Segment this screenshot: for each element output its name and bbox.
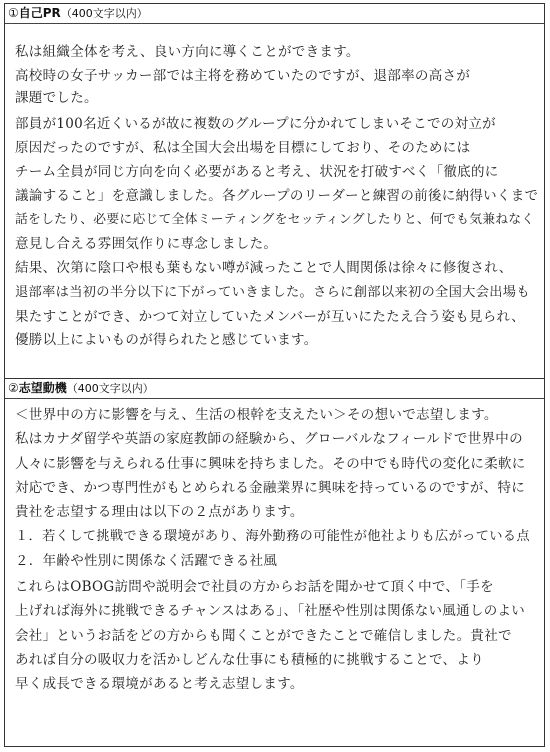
handwritten-line: ２．年齢や性別に関係なく活躍できる社風: [15, 553, 278, 569]
handwritten-line: １．若くして挑戦できる環境があり、海外勤務の可能性が他社よりも広がっている点: [15, 529, 530, 544]
handwritten-line: これらはOBOG訪問や説明会で社員の方からお話を聞かせて頂く中で、「手を: [15, 579, 494, 595]
handwritten-line: 早く成長できる環境があると考え志望します。: [15, 676, 304, 692]
handwritten-line: 意見し合える雰囲気作りに専念しました。: [15, 236, 278, 252]
section-number: ②: [8, 381, 19, 395]
handwritten-line: 私は組織全体を考え、良い方向に導くことができます。: [15, 44, 360, 60]
handwritten-line: 貴社を志望する理由は以下の２点があります。: [15, 504, 304, 520]
handwritten-line: 議論すること」を意識しました。各グループのリーダーと練習の前後に納得いくまで: [15, 188, 539, 204]
handwritten-line: 結果、次第に陰口や根も葉もない噂が減ったことで人間関係は徐々に修復され、: [15, 260, 513, 276]
handwritten-line: 私はカナダ留学や英語の家庭教師の経験から、グローバルなフィールドで世界中の: [15, 431, 523, 447]
handwritten-line: 部員が100名近くいるが故に複数のグループに分かれてしまいそこでの対立が: [15, 116, 496, 132]
handwritten-line: チーム全員が同じ方向を向く必要があると考え、状況を打破すべく「徹底的に: [15, 164, 499, 180]
handwritten-line: 上げれば海外に挑戦できるチャンスはある」、「社歴や性別は関係ない風通しのよい: [15, 603, 526, 619]
section-title: 志望動機: [18, 381, 67, 395]
self-pr-section: [5, 4, 544, 379]
section-note: （400文字以内）: [66, 382, 154, 395]
self-pr-header: [5, 4, 544, 24]
handwritten-line: 優勝以上によいものが得られたと感じています。: [15, 332, 318, 348]
handwritten-line: 人々に影響を与えられる仕事に興味を持ちました。その中でも時代の変化に柔軟に: [15, 456, 526, 472]
handwritten-line: 話をしたり、必要に応じて全体ミーティングをセッティングしたりと、何でも気兼ねなく: [15, 212, 535, 227]
handwritten-line: 退部率は当初の半分以下に下がっていきました。さらに創部以来初の全国大会出場も: [15, 285, 530, 300]
section-note: （400文字以内）: [60, 7, 148, 20]
section-number: ①: [8, 6, 19, 20]
handwritten-line: あれば自分の吸収力を活かしどんな仕事にも積極的に挑戦することで、より: [15, 652, 484, 668]
handwritten-line: 会社」というお話をどの方からも聞くことができたことで確信しました。貴社で: [15, 628, 512, 644]
handwritten-line: 対応でき、かつ専門性がもとめられる金融業界に興味を持っているのですが、特に: [15, 480, 526, 496]
entry-sheet: [4, 3, 545, 747]
handwritten-line: 果たすことができ、かつて対立していたメンバーが互いにたたえ合う姿も見られ、: [15, 309, 525, 325]
motivation-header: [5, 379, 544, 399]
motivation-section: [5, 379, 544, 746]
section-title: 自己PR: [18, 6, 61, 20]
handwritten-line: ＜世界中の方に影響を与え、生活の根幹を支えたい＞その想いで志望します。: [15, 407, 498, 423]
handwritten-line: 課題でした。: [15, 90, 98, 106]
handwritten-line: 原因だったのですが、私は全国大会出場を目標にしており、そのためには: [15, 140, 471, 156]
handwritten-line: 高校時の女子サッカー部では主将を務めていたのですが、退部率の高さが: [15, 68, 471, 84]
